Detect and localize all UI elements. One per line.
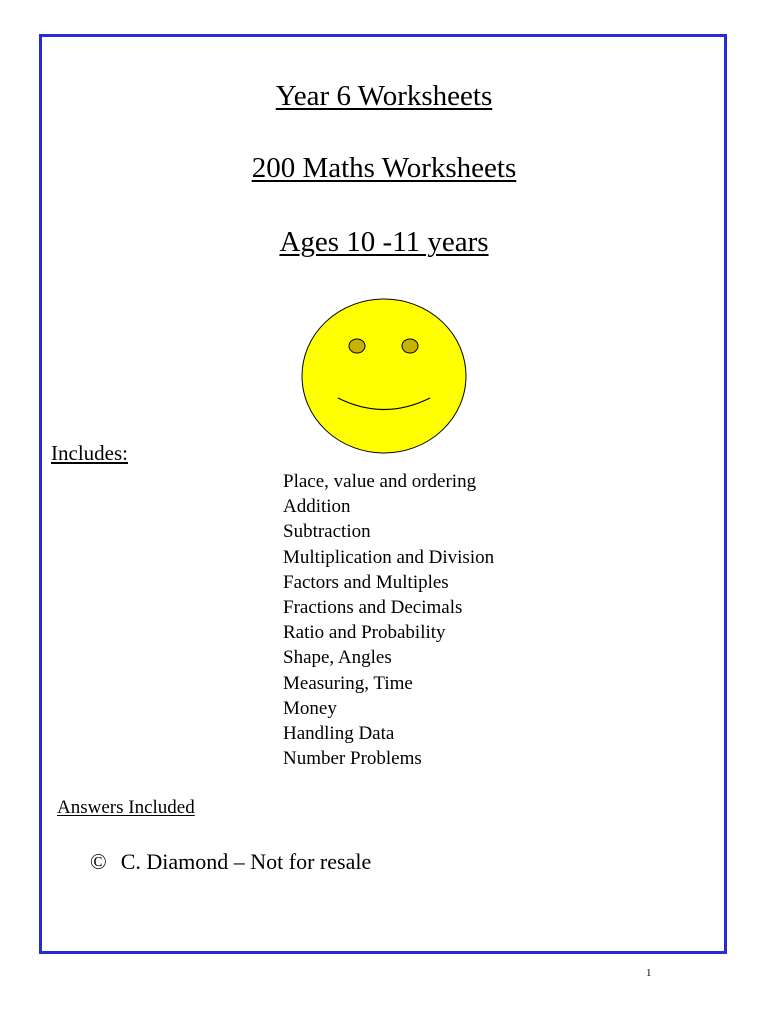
topic-list — [283, 469, 494, 771]
topic-item: Fractions and Decimals — [283, 596, 463, 618]
age-range: Ages 10 -11 years — [279, 226, 489, 258]
topic-item: Subtraction — [283, 521, 371, 543]
smiley-right-eye — [402, 339, 418, 353]
copyright-notice — [90, 851, 371, 873]
copyright-text: C. Diamond – Not for resale — [120, 849, 372, 874]
document-title: Year 6 Worksheets — [275, 80, 493, 112]
smiley-face-icon — [300, 297, 468, 455]
smiley-left-eye — [349, 339, 365, 353]
copyright-symbol: © — [90, 849, 107, 874]
includes-heading: Includes: — [51, 441, 128, 465]
answers-included-note: Answers Included — [57, 797, 195, 818]
topic-item: Factors and Multiples — [283, 571, 449, 593]
smiley-face — [302, 299, 466, 453]
topic-item: Measuring, Time — [283, 672, 413, 694]
document-subtitle: 200 Maths Worksheets — [251, 152, 517, 184]
topic-item: Ratio and Probability — [283, 622, 446, 644]
topic-item: Shape, Angles — [283, 647, 392, 669]
topic-item: Multiplication and Division — [283, 546, 495, 568]
topic-item: Money — [283, 697, 337, 719]
topic-item: Number Problems — [283, 748, 422, 770]
topic-item: Place, value and ordering — [283, 471, 477, 492]
topic-item: Addition — [283, 496, 351, 518]
page-number: 1 — [646, 967, 652, 979]
topic-item: Handling Data — [283, 722, 395, 744]
